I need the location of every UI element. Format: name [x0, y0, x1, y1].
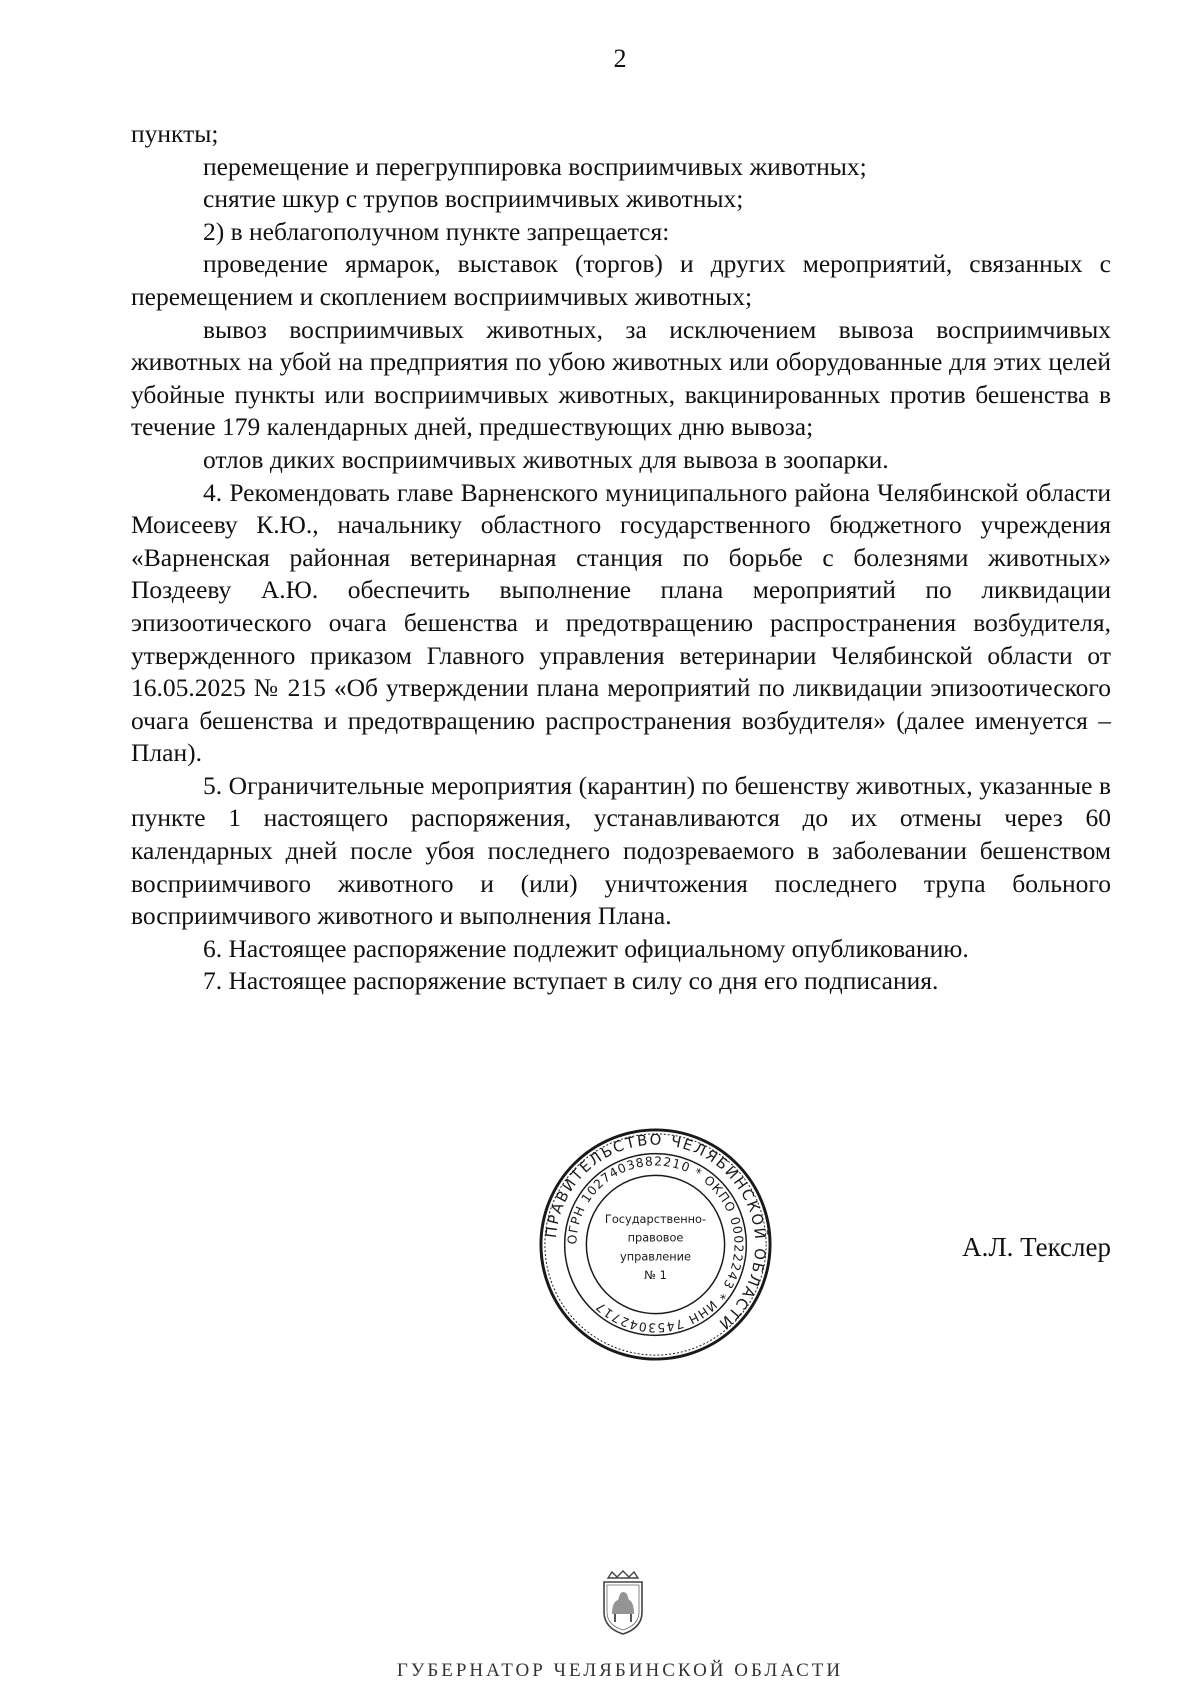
paragraph: пункты;	[131, 119, 219, 148]
paragraph: 4. Рекомендовать главе Варненского муниципального района Челябинской области Моисееву К.Ю., начальнику областного государственного бюджетного учреждения «Варненская районная ветеринарная станция по борьбе с болезнями животных» Поздееву А.Ю. обеспечить выполнение плана мероприятий по ликвидации эпизоотического очага бешенства и предотвращению распространения возбудителя, утвержденного приказом Главного управления ветеринарии Челябинской области от 16.05.2025 № 215 «Об утверждении плана мероприятий по ликвидации эпизоотического очага бешенства и предотвращению распространения возбудителя» (далее именуется – План).	[131, 477, 1111, 768]
stamp-center-line: правовое	[627, 1230, 684, 1245]
signature-name: А.Л. Текслер	[962, 1232, 1111, 1262]
paragraph: отлов диких восприимчивых животных для вывоза в зоопарки.	[203, 444, 889, 474]
paragraph: вывоз восприимчивых животных, за исключением вывоза восприимчивых животных на убой на предприятия по убою животных или оборудованные для этих целей убойные пункты или восприимчивых животных, вакцинированных против бешенства в течение 179 календарных дней, предшествующих дню вывоза;	[131, 314, 1111, 442]
paragraph: 2) в неблагополучном пункте запрещается:	[203, 216, 670, 246]
paragraph: 7. Настоящее распоряжение вступает в силу со дня его подписания.	[203, 966, 939, 996]
stamp-center-line: Государственно-	[604, 1211, 707, 1226]
stamp-center-line: управление	[620, 1249, 691, 1264]
paragraph: перемещение и перегруппировка восприимчивых животных;	[203, 151, 867, 181]
page-number: 2	[613, 44, 627, 73]
paragraph: 5. Ограничительные мероприятия (карантин) по бешенству животных, указанные в пункте 1 настоящего распоряжения, устанавливаются до их отмены через 60 календарных дней после убоя последнего подозреваемого в заболевании бешенством восприимчивого животного и (или) уничтожения последнего трупа больного восприимчивого животного и выполнения Плана.	[131, 770, 1111, 931]
document-body	[131, 118, 1111, 998]
official-stamp	[537, 1126, 774, 1363]
paragraph: 6. Настоящее распоряжение подлежит официальному опубликованию.	[203, 933, 969, 963]
footer-title: ГУБЕРНАТОР ЧЕЛЯБИНСКОЙ ОБЛАСТИ	[396, 1660, 844, 1681]
stamp-inner-text: ОГРН 1027403882210 * ОКПО 00022243 * ИНН 7453042717	[565, 1154, 746, 1335]
coat-of-arms-icon	[598, 1570, 648, 1636]
paragraph: снятие шкур с трупов восприимчивых животных;	[203, 184, 744, 214]
stamp-outer-text: ПРАВИТЕЛЬСТВО ЧЕЛЯБИНСКОЙ ОБЛАСТИ	[542, 1131, 769, 1334]
paragraph: проведение ярмарок, выставок (торгов) и других мероприятий, связанных с перемещением и скоплением восприимчивых животных;	[131, 249, 1111, 311]
stamp-center-line: № 1	[644, 1268, 667, 1283]
